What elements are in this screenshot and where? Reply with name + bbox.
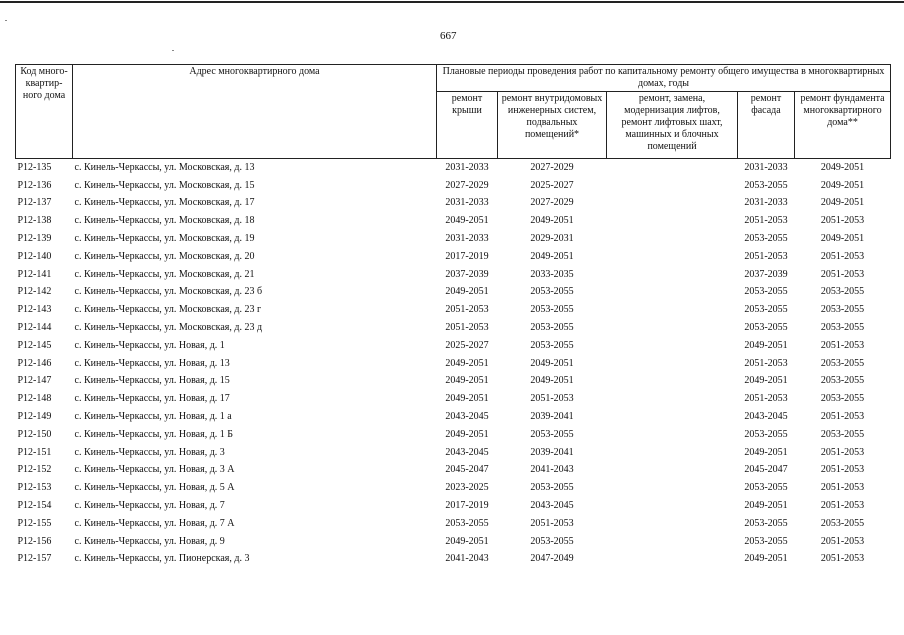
- elevators-period-cell: [607, 444, 738, 462]
- address-cell: с. Кинель-Черкассы, ул. Московская, д. 17: [74, 197, 255, 209]
- foundation-period-cell: 2051-2053: [820, 250, 865, 262]
- address-cell: с. Кинель-Черкассы, ул. Новая, д. 15: [74, 375, 230, 387]
- engineering-period-cell: 2047-2049: [530, 553, 574, 565]
- scan-artifact: [172, 50, 174, 51]
- facade-period-cell: 2051-2053: [744, 215, 788, 227]
- code-cell: P12-156: [17, 535, 52, 547]
- code-cell: P12-149: [17, 411, 52, 423]
- address-cell: с. Кинель-Черкассы, ул. Новая, д. 7: [74, 500, 225, 512]
- engineering-period-cell: 2053-2055: [530, 482, 574, 494]
- elevators-period-cell: [607, 426, 738, 444]
- table-row: [16, 195, 891, 213]
- roof-period-cell: 2045-2047: [445, 464, 489, 476]
- roof-period-cell: 2049-2051: [445, 286, 489, 298]
- code-cell: P12-145: [17, 339, 52, 351]
- table-row: [16, 515, 891, 533]
- roof-period-cell: 2017-2019: [445, 500, 489, 512]
- elevators-period-cell: [607, 533, 738, 551]
- code-cell: P12-154: [17, 500, 52, 512]
- foundation-period-cell: 2051-2053: [820, 339, 865, 351]
- engineering-period-cell: 2043-2045: [530, 500, 574, 512]
- facade-period-cell: 2051-2053: [744, 393, 788, 405]
- code-cell: P12-139: [17, 233, 52, 245]
- roof-period-cell: 2049-2051: [445, 535, 489, 547]
- table-row: [16, 337, 891, 355]
- elevators-period-cell: [607, 408, 738, 426]
- engineering-period-cell: 2033-2035: [530, 268, 574, 280]
- code-cell: P12-146: [17, 357, 52, 369]
- table-row: [16, 462, 891, 480]
- address-cell: с. Кинель-Черкассы, ул. Московская, д. 13: [74, 161, 255, 173]
- code-cell: P12-157: [17, 553, 52, 565]
- table-row: [16, 301, 891, 319]
- elevators-period-cell: [607, 551, 738, 569]
- facade-period-cell: 2031-2033: [744, 197, 788, 209]
- column-header-engineering: ремонт внутридомовых инженерных систем, подвальных помещений*: [498, 92, 607, 159]
- code-cell: P12-151: [17, 446, 52, 458]
- address-cell: с. Кинель-Черкассы, ул. Новая, д. 1 Б: [74, 428, 234, 440]
- elevators-period-cell: [607, 497, 738, 515]
- code-cell: P12-144: [17, 322, 52, 334]
- page-number: 667: [440, 30, 457, 42]
- table-row: [16, 319, 891, 337]
- table-row: [16, 159, 891, 177]
- foundation-period-cell: 2051-2053: [820, 268, 865, 280]
- code-cell: P12-152: [17, 464, 52, 476]
- engineering-period-cell: 2053-2055: [530, 322, 574, 334]
- code-cell: P12-147: [17, 375, 52, 387]
- engineering-period-cell: 2053-2055: [530, 339, 574, 351]
- foundation-period-cell: 2051-2053: [820, 500, 865, 512]
- address-cell: с. Кинель-Черкассы, ул. Новая, д. 17: [74, 393, 230, 405]
- code-cell: P12-141: [17, 268, 52, 280]
- roof-period-cell: 2031-2033: [445, 233, 489, 245]
- table-row: [16, 373, 891, 391]
- elevators-period-cell: [607, 212, 738, 230]
- facade-period-cell: 2053-2055: [744, 286, 788, 298]
- table-row: [16, 479, 891, 497]
- facade-period-cell: 2037-2039: [744, 268, 788, 280]
- roof-period-cell: 2051-2053: [445, 322, 489, 334]
- address-cell: с. Кинель-Черкассы, ул. Новая, д. 7 А: [74, 517, 235, 529]
- foundation-period-cell: 2051-2053: [820, 553, 865, 565]
- foundation-period-cell: 2053-2055: [820, 375, 865, 387]
- code-cell: P12-137: [17, 197, 52, 209]
- foundation-period-cell: 2049-2051: [820, 233, 865, 245]
- facade-period-cell: 2049-2051: [744, 446, 788, 458]
- elevators-period-cell: [607, 177, 738, 195]
- column-header-foundation: ремонт фундамента многоквартирного дома**: [795, 92, 891, 159]
- elevators-period-cell: [607, 462, 738, 480]
- table-row: [16, 177, 891, 195]
- elevators-period-cell: [607, 373, 738, 391]
- address-cell: с. Кинель-Черкассы, ул. Московская, д. 23 г: [74, 304, 262, 316]
- code-cell: P12-136: [17, 179, 52, 191]
- column-header-elevators: ремонт, замена, модернизация лифтов, ремонт лифтовых шахт, машинных и блочных помещений: [607, 92, 738, 159]
- roof-period-cell: 2049-2051: [445, 375, 489, 387]
- foundation-period-cell: 2053-2055: [820, 322, 865, 334]
- engineering-period-cell: 2049-2051: [530, 375, 574, 387]
- engineering-period-cell: 2049-2051: [530, 250, 574, 262]
- facade-period-cell: 2049-2051: [744, 375, 788, 387]
- code-cell: P12-135: [17, 161, 52, 173]
- engineering-period-cell: 2049-2051: [530, 357, 574, 369]
- table-row: [16, 444, 891, 462]
- column-header-periods: Плановые периоды проведения работ по капитальному ремонту общего имущества в многоквартирных домах, годы: [437, 65, 891, 92]
- foundation-period-cell: 2053-2055: [820, 428, 865, 440]
- address-cell: с. Кинель-Черкассы, ул. Московская, д. 23 б: [74, 286, 263, 298]
- facade-period-cell: 2053-2055: [744, 233, 788, 245]
- engineering-period-cell: 2027-2029: [530, 161, 574, 173]
- foundation-period-cell: 2051-2053: [820, 464, 865, 476]
- code-cell: P12-140: [17, 250, 52, 262]
- facade-period-cell: 2049-2051: [744, 339, 788, 351]
- facade-period-cell: 2049-2051: [744, 500, 788, 512]
- elevators-period-cell: [607, 284, 738, 302]
- engineering-period-cell: 2053-2055: [530, 428, 574, 440]
- foundation-period-cell: 2049-2051: [820, 161, 865, 173]
- engineering-period-cell: 2049-2051: [530, 215, 574, 227]
- roof-period-cell: 2031-2033: [445, 197, 489, 209]
- roof-period-cell: 2049-2051: [445, 393, 489, 405]
- table-row: [16, 212, 891, 230]
- foundation-period-cell: 2053-2055: [820, 517, 865, 529]
- top-border-line: [0, 1, 904, 3]
- code-cell: P12-138: [17, 215, 52, 227]
- foundation-period-cell: 2051-2053: [820, 535, 865, 547]
- engineering-period-cell: 2025-2027: [530, 179, 574, 191]
- foundation-period-cell: 2051-2053: [820, 215, 865, 227]
- address-cell: с. Кинель-Черкассы, ул. Новая, д. 3 А: [74, 464, 235, 476]
- facade-period-cell: 2053-2055: [744, 535, 788, 547]
- elevators-period-cell: [607, 319, 738, 337]
- code-cell: P12-142: [17, 286, 52, 298]
- table-row: [16, 497, 891, 515]
- elevators-period-cell: [607, 266, 738, 284]
- elevators-period-cell: [607, 337, 738, 355]
- facade-period-cell: 2053-2055: [744, 322, 788, 334]
- engineering-period-cell: 2039-2041: [530, 446, 574, 458]
- code-cell: P12-150: [17, 428, 52, 440]
- column-header-code: Код много-квартир-ного дома: [16, 65, 73, 159]
- code-cell: P12-148: [17, 393, 52, 405]
- roof-period-cell: 2037-2039: [445, 268, 489, 280]
- table-body: [16, 159, 891, 569]
- elevators-period-cell: [607, 355, 738, 373]
- table-row: [16, 355, 891, 373]
- elevators-period-cell: [607, 159, 738, 177]
- roof-period-cell: 2051-2053: [445, 304, 489, 316]
- roof-period-cell: 2017-2019: [445, 250, 489, 262]
- engineering-period-cell: 2029-2031: [530, 233, 574, 245]
- elevators-period-cell: [607, 248, 738, 266]
- column-header-roof: ремонт крыши: [437, 92, 498, 159]
- table-row: [16, 284, 891, 302]
- table-row: [16, 551, 891, 569]
- header-row-main: [16, 65, 891, 92]
- facade-period-cell: 2053-2055: [744, 304, 788, 316]
- engineering-period-cell: 2051-2053: [530, 517, 574, 529]
- code-cell: P12-143: [17, 304, 52, 316]
- address-cell: с. Кинель-Черкассы, ул. Московская, д. 21: [74, 268, 255, 280]
- code-cell: P12-153: [17, 482, 52, 494]
- elevators-period-cell: [607, 479, 738, 497]
- roof-period-cell: 2041-2043: [445, 553, 489, 565]
- facade-period-cell: 2045-2047: [744, 464, 788, 476]
- address-cell: с. Кинель-Черкассы, ул. Пионерская, д. 3: [74, 553, 250, 565]
- roof-period-cell: 2049-2051: [445, 215, 489, 227]
- address-cell: с. Кинель-Черкассы, ул. Московская, д. 15: [74, 179, 255, 191]
- address-cell: с. Кинель-Черкассы, ул. Новая, д. 1 а: [74, 411, 232, 423]
- column-header-address: Адрес многоквартирного дома: [73, 65, 437, 159]
- table-row: [16, 248, 891, 266]
- table-row: [16, 230, 891, 248]
- foundation-period-cell: 2051-2053: [820, 446, 865, 458]
- roof-period-cell: 2049-2051: [445, 357, 489, 369]
- roof-period-cell: 2043-2045: [445, 411, 489, 423]
- elevators-period-cell: [607, 390, 738, 408]
- foundation-period-cell: 2053-2055: [820, 286, 865, 298]
- elevators-period-cell: [607, 301, 738, 319]
- table-row: [16, 266, 891, 284]
- foundation-period-cell: 2053-2055: [820, 357, 865, 369]
- address-cell: с. Кинель-Черкассы, ул. Новая, д. 5 А: [74, 482, 235, 494]
- facade-period-cell: 2053-2055: [744, 517, 788, 529]
- facade-period-cell: 2053-2055: [744, 482, 788, 494]
- table-row: [16, 408, 891, 426]
- foundation-period-cell: 2049-2051: [820, 197, 865, 209]
- engineering-period-cell: 2051-2053: [530, 393, 574, 405]
- table-row: [16, 533, 891, 551]
- facade-period-cell: 2053-2055: [744, 179, 788, 191]
- address-cell: с. Кинель-Черкассы, ул. Новая, д. 3: [74, 446, 225, 458]
- address-cell: с. Кинель-Черкассы, ул. Московская, д. 23 д: [74, 322, 263, 334]
- roof-period-cell: 2031-2033: [445, 161, 489, 173]
- address-cell: с. Кинель-Черкассы, ул. Новая, д. 13: [74, 357, 230, 369]
- roof-period-cell: 2025-2027: [445, 339, 489, 351]
- code-cell: P12-155: [17, 517, 52, 529]
- engineering-period-cell: 2053-2055: [530, 286, 574, 298]
- engineering-period-cell: 2027-2029: [530, 197, 574, 209]
- roof-period-cell: 2053-2055: [445, 517, 489, 529]
- table-row: [16, 390, 891, 408]
- engineering-period-cell: 2053-2055: [530, 304, 574, 316]
- engineering-period-cell: 2039-2041: [530, 411, 574, 423]
- address-cell: с. Кинель-Черкассы, ул. Московская, д. 18: [74, 215, 255, 227]
- facade-period-cell: 2051-2053: [744, 250, 788, 262]
- facade-period-cell: 2049-2051: [744, 553, 788, 565]
- column-header-facade: ремонт фасада: [738, 92, 795, 159]
- facade-period-cell: 2051-2053: [744, 357, 788, 369]
- foundation-period-cell: 2049-2051: [820, 179, 865, 191]
- foundation-period-cell: 2051-2053: [820, 482, 865, 494]
- foundation-period-cell: 2053-2055: [820, 304, 865, 316]
- facade-period-cell: 2053-2055: [744, 428, 788, 440]
- engineering-period-cell: 2041-2043: [530, 464, 574, 476]
- roof-period-cell: 2049-2051: [445, 428, 489, 440]
- engineering-period-cell: 2053-2055: [530, 535, 574, 547]
- capital-repair-table: [15, 64, 891, 568]
- address-cell: с. Кинель-Черкассы, ул. Московская, д. 19: [74, 233, 255, 245]
- foundation-period-cell: 2051-2053: [820, 411, 865, 423]
- table-row: [16, 426, 891, 444]
- scan-artifact: [5, 20, 7, 21]
- roof-period-cell: 2043-2045: [445, 446, 489, 458]
- roof-period-cell: 2027-2029: [445, 179, 489, 191]
- elevators-period-cell: [607, 230, 738, 248]
- address-cell: с. Кинель-Черкассы, ул. Московская, д. 20: [74, 250, 255, 262]
- elevators-period-cell: [607, 195, 738, 213]
- address-cell: с. Кинель-Черкассы, ул. Новая, д. 1: [74, 339, 225, 351]
- foundation-period-cell: 2053-2055: [820, 393, 865, 405]
- address-cell: с. Кинель-Черкассы, ул. Новая, д. 9: [74, 535, 225, 547]
- roof-period-cell: 2023-2025: [445, 482, 489, 494]
- facade-period-cell: 2043-2045: [744, 411, 788, 423]
- elevators-period-cell: [607, 515, 738, 533]
- facade-period-cell: 2031-2033: [744, 161, 788, 173]
